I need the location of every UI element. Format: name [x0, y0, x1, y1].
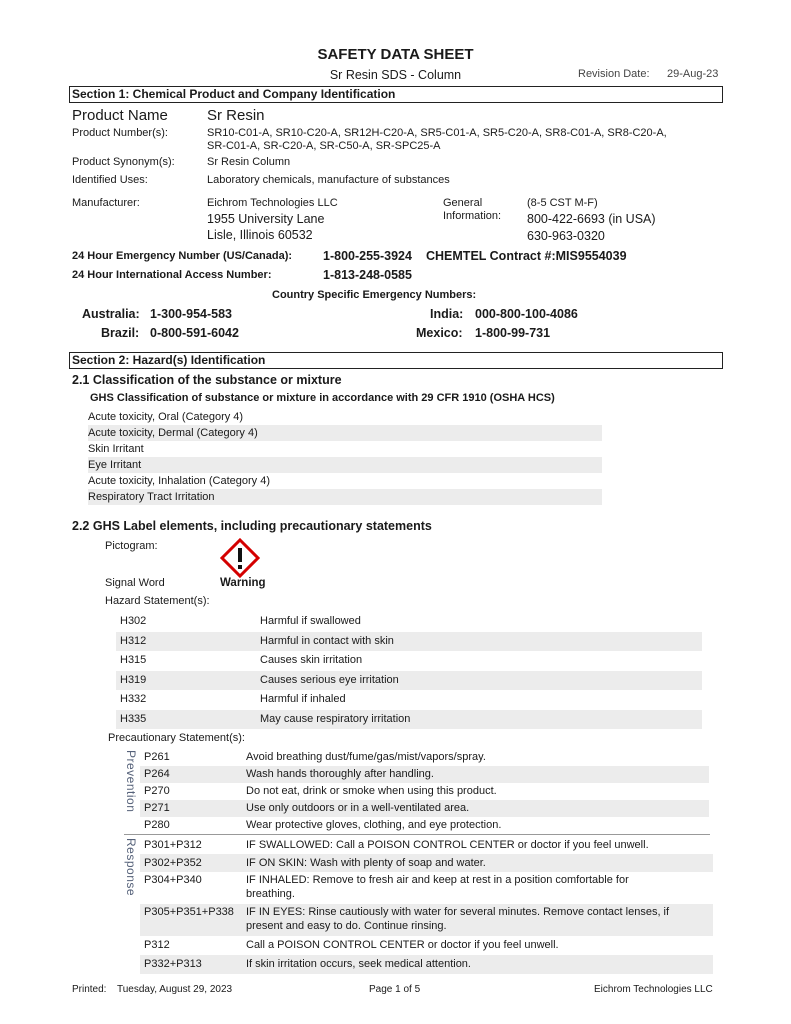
- revision-date: 29-Aug-23: [667, 68, 719, 80]
- international-number: 1-813-248-0585: [323, 268, 412, 282]
- prevention-tab: Prevention: [124, 750, 138, 813]
- statement-text: IF INHALED: Remove to fresh air and keep at rest in a position comfortable for: [246, 874, 629, 886]
- product-numbers-line2: SR-C01-A, SR-C20-A, SR-C50-A, SR-SPC25-A: [207, 140, 441, 152]
- section1-heading: Section 1: Chemical Product and Company Identification: [69, 86, 723, 103]
- hazard-row: [116, 671, 702, 691]
- statement-code: P271: [144, 802, 170, 814]
- printed-label: Printed:: [72, 984, 107, 995]
- response-row: [140, 955, 713, 974]
- synonyms: Sr Resin Column: [207, 156, 291, 168]
- response-row: [140, 872, 713, 904]
- statement-text-continued: breathing.: [246, 888, 295, 900]
- response-row: [140, 936, 713, 955]
- hazard-code: H319: [120, 673, 147, 686]
- hazard-row: [116, 690, 702, 710]
- prevention-row: [140, 800, 709, 817]
- country-heading: Country Specific Emergency Numbers:: [272, 289, 477, 301]
- hazard-row: [116, 612, 702, 632]
- hazard-table: [116, 612, 702, 729]
- classification-item: Eye Irritant: [88, 457, 602, 473]
- classification-item: Acute toxicity, Dermal (Category 4): [88, 425, 602, 441]
- statement-text: IF SWALLOWED: Call a POISON CONTROL CENTER or doctor if you feel unwell.: [246, 839, 649, 851]
- statement-text: IF IN EYES: Rinse cautiously with water for several minutes. Remove contact lenses, if: [246, 906, 670, 918]
- statement-code: P305+P351+P338: [144, 906, 234, 918]
- australia-number: 1-300-954-583: [150, 307, 233, 321]
- document-title: SAFETY DATA SHEET: [317, 46, 474, 63]
- section2-heading: Section 2: Hazard(s) Identification: [69, 352, 723, 369]
- hazard-text: Causes serious eye irritation: [260, 673, 399, 686]
- pictogram-label: Pictogram:: [105, 540, 158, 552]
- product-numbers-label: Product Number(s):: [72, 127, 168, 139]
- statement-code: P332+P313: [144, 958, 202, 970]
- statement-text: Wash hands thoroughly after handling.: [246, 768, 434, 780]
- product-numbers-line1: SR10-C01-A, SR10-C20-A, SR12H-C20-A, SR5-C01-A, SR5-C20-A, SR8-C01-A, SR8-C20-A,: [207, 127, 667, 139]
- response-table: [140, 836, 713, 974]
- revision-date-label: Revision Date:: [578, 68, 650, 80]
- prevention-row: [140, 766, 709, 783]
- response-row: [140, 836, 713, 854]
- group-divider: [124, 834, 710, 835]
- statement-text-continued: present and easy to do. Continue rinsing.: [246, 920, 447, 932]
- signal-word: Warning: [220, 577, 266, 589]
- statement-code: P301+P312: [144, 839, 202, 851]
- manufacturer-city: Lisle, Illinois 60532: [207, 228, 313, 242]
- precautionary-statements-label: Precautionary Statement(s):: [108, 732, 245, 744]
- statement-text: Call a POISON CONTROL CENTER or doctor if you feel unwell.: [246, 939, 559, 951]
- product-name: Sr Resin: [207, 107, 265, 124]
- general-label-2: Information:: [443, 210, 502, 222]
- general-hours: (8-5 CST M-F): [527, 197, 598, 209]
- classification-item: Acute toxicity, Oral (Category 4): [88, 411, 244, 423]
- emergency-number: 1-800-255-3924: [323, 249, 412, 263]
- synonyms-label: Product Synonym(s):: [72, 156, 175, 168]
- manufacturer-name: Eichrom Technologies LLC: [207, 197, 338, 209]
- india-label: India:: [430, 307, 464, 321]
- general-label: General: [443, 197, 483, 209]
- classification-item: Skin Irritant: [88, 443, 144, 455]
- identified-uses: Laboratory chemicals, manufacture of substances: [207, 174, 450, 186]
- statement-text: Avoid breathing dust/fume/gas/mist/vapors/spray.: [246, 751, 486, 763]
- statement-text: Wear protective gloves, clothing, and eye protection.: [246, 819, 502, 831]
- ghs-classification-heading: GHS Classification of substance or mixture in accordance with 29 CFR 1910 (OSHA HCS): [90, 392, 555, 404]
- product-name-label: Product Name: [72, 107, 168, 124]
- response-row: [140, 904, 713, 936]
- signal-word-label: Signal Word: [105, 577, 165, 589]
- hazard-code: H302: [120, 615, 147, 627]
- general-phone-2: 630-963-0320: [527, 229, 605, 243]
- statement-code: P304+P340: [144, 874, 202, 886]
- hazard-row: [116, 710, 702, 730]
- statement-code: P312: [144, 939, 170, 951]
- statement-code: P302+P352: [144, 857, 202, 869]
- identified-uses-label: Identified Uses:: [72, 174, 148, 186]
- hazard-statements-label: Hazard Statement(s):: [105, 595, 210, 607]
- hazard-row: [116, 651, 702, 671]
- statement-text: Use only outdoors or in a well-ventilated area.: [246, 802, 470, 814]
- australia-label: Australia:: [82, 307, 140, 321]
- response-row: [140, 854, 713, 872]
- document-subtitle: Sr Resin SDS - Column: [329, 68, 462, 82]
- hazard-text: May cause respiratory irritation: [260, 712, 411, 725]
- prevention-table: [140, 749, 709, 834]
- classification-item: Acute toxicity, Inhalation (Category 4): [88, 475, 270, 487]
- prevention-row: [140, 817, 709, 834]
- statement-text: Do not eat, drink or smoke when using this product.: [246, 785, 497, 797]
- classification-list: [88, 409, 602, 505]
- prevention-row: [140, 783, 709, 800]
- india-number: 000-800-100-4086: [475, 307, 578, 321]
- hazard-text: Harmful in contact with skin: [260, 634, 394, 647]
- hazard-text: Harmful if inhaled: [260, 693, 346, 705]
- subsection-2-2: 2.2 GHS Label elements, including precautionary statements: [72, 519, 432, 533]
- statement-code: P270: [144, 785, 170, 797]
- emergency-label: 24 Hour Emergency Number (US/Canada):: [72, 250, 293, 262]
- hazard-row: [116, 632, 702, 652]
- chemtel-contract: CHEMTEL Contract #:MIS9554039: [426, 249, 627, 263]
- exclamation-mark-pictogram-icon: [220, 538, 260, 578]
- prevention-row: [140, 749, 709, 766]
- hazard-code: H335: [120, 712, 147, 725]
- hazard-code: H315: [120, 654, 147, 666]
- hazard-code: H332: [120, 693, 147, 705]
- footer-company: Eichrom Technologies LLC: [594, 984, 713, 995]
- printed-date: Tuesday, August 29, 2023: [117, 984, 233, 995]
- brazil-number: 0-800-591-6042: [150, 326, 239, 340]
- hazard-text: Harmful if swallowed: [260, 615, 361, 627]
- response-tab: Response: [124, 838, 138, 897]
- statement-code: P261: [144, 751, 170, 763]
- hazard-code: H312: [120, 634, 147, 647]
- mexico-number: 1-800-99-731: [475, 326, 551, 340]
- brazil-label: Brazil:: [101, 326, 140, 340]
- subsection-2-1: 2.1 Classification of the substance or mixture: [72, 373, 342, 387]
- statement-text: If skin irritation occurs, seek medical attention.: [246, 958, 471, 970]
- general-phone-usa: 800-422-6693 (in USA): [527, 212, 656, 226]
- manufacturer-street: 1955 University Lane: [207, 212, 325, 226]
- international-label: 24 Hour International Access Number:: [72, 269, 272, 281]
- classification-item: Respiratory Tract Irritation: [88, 489, 602, 505]
- mexico-label: Mexico:: [416, 326, 463, 340]
- statement-code: P264: [144, 768, 170, 780]
- statement-code: P280: [144, 819, 170, 831]
- hazard-text: Causes skin irritation: [260, 654, 363, 666]
- statement-text: IF ON SKIN: Wash with plenty of soap and water.: [246, 857, 486, 869]
- manufacturer-label: Manufacturer:: [72, 197, 140, 209]
- page-number: Page 1 of 5: [369, 984, 421, 995]
